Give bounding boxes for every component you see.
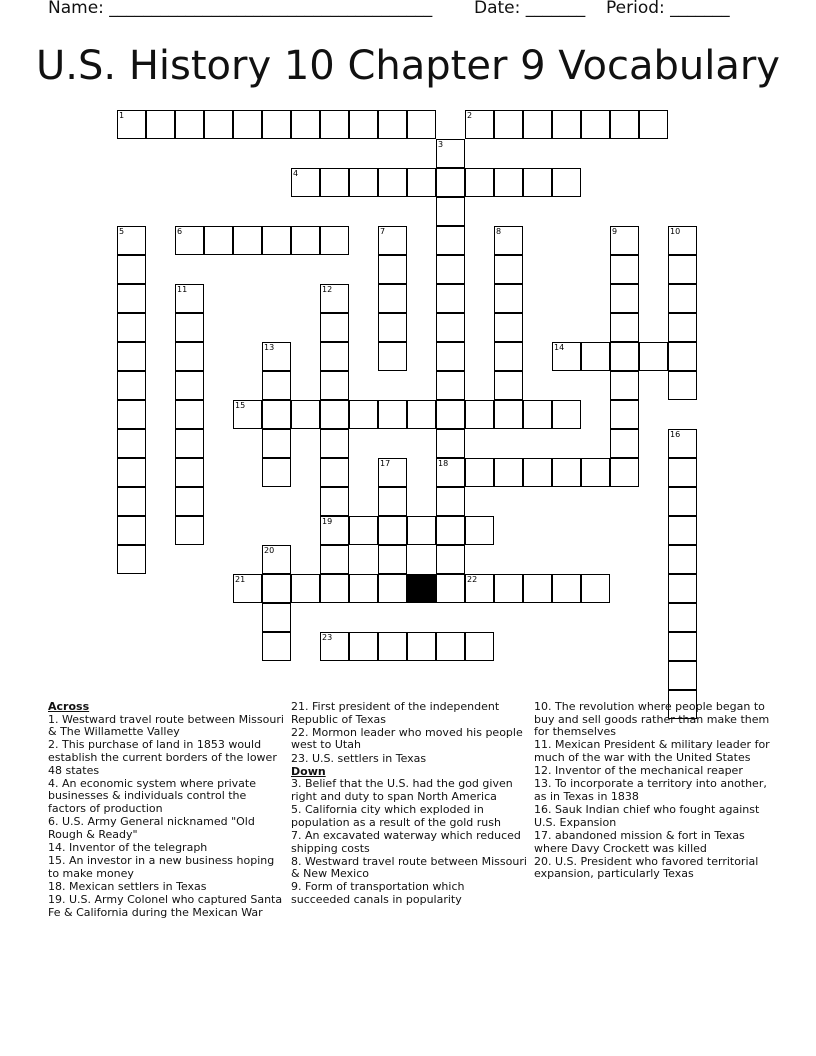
clue-down-10: 10. The revolution where people began to buy and sell goods rather than make them for themselves bbox=[534, 700, 770, 739]
clue-across-21: 21. First president of the independent Republic of Texas bbox=[291, 700, 500, 726]
clue-down-3: 3. Belief that the U.S. had the god given right and duty to span North America bbox=[291, 777, 513, 803]
grid-cell[interactable] bbox=[378, 574, 407, 603]
clue-number-label: 1 bbox=[119, 111, 125, 120]
grid-cell[interactable] bbox=[117, 313, 146, 342]
clue-number-label: 13 bbox=[264, 343, 275, 352]
grid-cell[interactable] bbox=[465, 632, 494, 661]
grid-cell[interactable] bbox=[436, 342, 465, 371]
grid-cell[interactable] bbox=[291, 226, 320, 255]
grid-cell[interactable] bbox=[610, 110, 639, 139]
clue-number-label: 16 bbox=[670, 430, 681, 439]
grid-cell[interactable] bbox=[668, 458, 697, 487]
clue-down-8: 8. Westward travel route between Missouri & New Mexico bbox=[291, 854, 527, 881]
grid-cell[interactable] bbox=[262, 574, 291, 603]
grid-cell[interactable] bbox=[349, 516, 378, 545]
grid-cell[interactable] bbox=[436, 371, 465, 400]
clue-number-label: 18 bbox=[438, 459, 449, 468]
grid-cell[interactable] bbox=[581, 458, 610, 487]
grid-cell[interactable] bbox=[378, 168, 407, 197]
grid-cell[interactable] bbox=[262, 458, 291, 487]
clue-number-label: 4 bbox=[293, 169, 299, 178]
grid-cell[interactable] bbox=[117, 429, 146, 458]
grid-cell[interactable] bbox=[465, 400, 494, 429]
grid-cell[interactable] bbox=[291, 110, 320, 139]
grid-cell[interactable] bbox=[436, 313, 465, 342]
grid-cell[interactable] bbox=[378, 487, 407, 516]
grid-cell[interactable] bbox=[117, 371, 146, 400]
grid-cell[interactable] bbox=[436, 545, 465, 574]
grid-cell[interactable] bbox=[117, 284, 146, 313]
grid-cell[interactable] bbox=[552, 168, 581, 197]
grid-cell[interactable] bbox=[610, 429, 639, 458]
grid-cell[interactable] bbox=[378, 400, 407, 429]
clue-number-label: 8 bbox=[496, 227, 502, 236]
clue-across-6: 6. U.S. Army General nicknamed "Old Rough & Ready" bbox=[48, 815, 255, 841]
grid-cell[interactable] bbox=[494, 255, 523, 284]
grid-cell[interactable] bbox=[436, 632, 465, 661]
clue-number-label: 15 bbox=[235, 401, 246, 410]
clue-across-4: 4. An economic system where private businesses & individuals control the factors of production bbox=[48, 776, 256, 815]
clue-number-label: 22 bbox=[467, 575, 478, 584]
grid-cell[interactable] bbox=[175, 313, 204, 342]
clue-number-label: 2 bbox=[467, 111, 473, 120]
grid-cell[interactable] bbox=[320, 342, 349, 371]
clue-across-19: 19. U.S. Army Colonel who captured Santa Fe & California during the Mexican War bbox=[48, 893, 283, 919]
grid-cell[interactable] bbox=[378, 516, 407, 545]
grid-cell[interactable] bbox=[407, 632, 436, 661]
grid-cell[interactable] bbox=[639, 110, 668, 139]
grid-cell[interactable] bbox=[146, 110, 175, 139]
grid-cell[interactable] bbox=[320, 400, 349, 429]
page-title: U.S. History 10 Chapter 9 Vocabulary bbox=[36, 43, 780, 89]
grid-cell[interactable] bbox=[175, 516, 204, 545]
grid-cell[interactable] bbox=[378, 284, 407, 313]
clue-down-7: 7. An excavated waterway which reduced shipping costs bbox=[291, 828, 521, 855]
clue-across-18: 18. Mexican settlers in Texas bbox=[48, 879, 207, 893]
grid-cell[interactable] bbox=[378, 342, 407, 371]
grid-cell[interactable] bbox=[320, 487, 349, 516]
clue-column-1 bbox=[48, 701, 284, 920]
grid-cell[interactable] bbox=[349, 168, 378, 197]
clue-number-label: 3 bbox=[438, 140, 444, 149]
grid-cell[interactable] bbox=[175, 342, 204, 371]
grid-cell[interactable] bbox=[349, 632, 378, 661]
grid-cell[interactable] bbox=[668, 487, 697, 516]
grid-cell[interactable] bbox=[233, 110, 262, 139]
grid-cell[interactable] bbox=[668, 603, 697, 632]
grid-cell[interactable] bbox=[523, 110, 552, 139]
blocked-cell bbox=[407, 574, 436, 603]
grid-cell[interactable] bbox=[552, 400, 581, 429]
grid-cell[interactable] bbox=[465, 168, 494, 197]
grid-cell[interactable] bbox=[668, 342, 697, 371]
grid-cell[interactable] bbox=[494, 313, 523, 342]
grid-cell[interactable] bbox=[494, 400, 523, 429]
grid-cell[interactable] bbox=[523, 458, 552, 487]
grid-cell[interactable] bbox=[552, 110, 581, 139]
grid-cell[interactable] bbox=[175, 110, 204, 139]
clue-number-label: 21 bbox=[235, 575, 246, 584]
clue-down-12: 12. Inventor of the mechanical reaper bbox=[534, 764, 743, 778]
grid-cell[interactable] bbox=[407, 400, 436, 429]
grid-cell[interactable] bbox=[204, 226, 233, 255]
grid-cell[interactable] bbox=[175, 458, 204, 487]
clue-down-13: 13. To incorporate a territory into another, as in Texas in 1838 bbox=[534, 777, 767, 803]
grid-cell[interactable] bbox=[668, 574, 697, 603]
clue-across-23: 23. U.S. settlers in Texas bbox=[291, 751, 427, 765]
grid-cell[interactable] bbox=[494, 371, 523, 400]
clue-down-20: 20. U.S. President who favored territorial expansion, particularly Texas bbox=[534, 854, 759, 881]
grid-cell[interactable] bbox=[233, 226, 262, 255]
grid-cell[interactable] bbox=[407, 168, 436, 197]
grid-cell[interactable] bbox=[610, 458, 639, 487]
clue-number-label: 11 bbox=[177, 285, 188, 294]
clue-number-label: 10 bbox=[670, 227, 681, 236]
grid-cell[interactable] bbox=[117, 516, 146, 545]
grid-cell[interactable] bbox=[494, 342, 523, 371]
grid-cell[interactable] bbox=[262, 603, 291, 632]
clue-across-15: 15. An investor in a new business hoping to make money bbox=[48, 854, 275, 880]
grid-cell[interactable] bbox=[668, 313, 697, 342]
grid-cell[interactable] bbox=[610, 342, 639, 371]
grid-cell[interactable] bbox=[349, 110, 378, 139]
grid-cell[interactable] bbox=[465, 458, 494, 487]
grid-cell[interactable] bbox=[117, 400, 146, 429]
grid-cell[interactable] bbox=[436, 574, 465, 603]
grid-cell[interactable] bbox=[117, 545, 146, 574]
grid-cell[interactable] bbox=[668, 661, 697, 690]
period-line[interactable]: Period: _______ bbox=[606, 0, 730, 18]
clue-number-label: 23 bbox=[322, 633, 333, 642]
grid-cell[interactable] bbox=[262, 110, 291, 139]
clue-across-1: 1. Westward travel route between Missouri & The Willamette Valley bbox=[48, 712, 284, 739]
grid-cell[interactable] bbox=[175, 371, 204, 400]
grid-cell[interactable] bbox=[668, 545, 697, 574]
grid-cell[interactable] bbox=[407, 516, 436, 545]
grid-cell[interactable] bbox=[668, 516, 697, 545]
grid-cell[interactable] bbox=[494, 110, 523, 139]
grid-cell[interactable] bbox=[610, 371, 639, 400]
grid-cell[interactable] bbox=[436, 400, 465, 429]
date-line[interactable]: Date: _______ bbox=[474, 0, 586, 18]
grid-cell[interactable] bbox=[436, 284, 465, 313]
grid-cell[interactable] bbox=[610, 400, 639, 429]
grid-cell[interactable] bbox=[262, 429, 291, 458]
grid-cell[interactable] bbox=[610, 255, 639, 284]
grid-cell[interactable] bbox=[320, 110, 349, 139]
grid-cell[interactable] bbox=[349, 574, 378, 603]
grid-cell[interactable] bbox=[436, 255, 465, 284]
grid-cell[interactable] bbox=[320, 429, 349, 458]
grid-cell[interactable] bbox=[494, 458, 523, 487]
grid-cell[interactable] bbox=[552, 574, 581, 603]
grid-cell[interactable] bbox=[262, 371, 291, 400]
grid-cell[interactable] bbox=[494, 284, 523, 313]
grid-cell[interactable] bbox=[523, 400, 552, 429]
grid-cell[interactable] bbox=[407, 110, 436, 139]
clue-number-label: 14 bbox=[554, 343, 565, 352]
grid-cell[interactable] bbox=[262, 400, 291, 429]
grid-cell[interactable] bbox=[668, 371, 697, 400]
clue-number-label: 7 bbox=[380, 227, 386, 236]
grid-cell[interactable] bbox=[610, 313, 639, 342]
name-line[interactable]: Name: ______________________________________ bbox=[48, 0, 433, 18]
grid-cell[interactable] bbox=[117, 255, 146, 284]
clue-number-label: 5 bbox=[119, 227, 125, 236]
grid-cell[interactable] bbox=[320, 545, 349, 574]
grid-cell[interactable] bbox=[494, 168, 523, 197]
grid-cell[interactable] bbox=[320, 168, 349, 197]
grid-cell[interactable] bbox=[523, 574, 552, 603]
grid-cell[interactable] bbox=[320, 574, 349, 603]
clue-number-label: 12 bbox=[322, 285, 333, 294]
grid-cell[interactable] bbox=[552, 458, 581, 487]
down-heading: Down bbox=[291, 764, 326, 778]
grid-cell[interactable] bbox=[668, 255, 697, 284]
grid-cell[interactable] bbox=[668, 632, 697, 661]
grid-cell[interactable] bbox=[175, 487, 204, 516]
grid-cell[interactable] bbox=[436, 197, 465, 226]
grid-cell[interactable] bbox=[436, 487, 465, 516]
grid-cell[interactable] bbox=[117, 458, 146, 487]
clue-number-label: 9 bbox=[612, 227, 618, 236]
grid-cell[interactable] bbox=[320, 313, 349, 342]
grid-cell[interactable] bbox=[175, 429, 204, 458]
grid-cell[interactable] bbox=[320, 458, 349, 487]
grid-cell[interactable] bbox=[668, 284, 697, 313]
clue-down-11: 11. Mexican President & military leader for much of the war with the United States bbox=[534, 738, 770, 764]
grid-cell[interactable] bbox=[436, 429, 465, 458]
grid-cell[interactable] bbox=[175, 400, 204, 429]
grid-cell[interactable] bbox=[436, 516, 465, 545]
grid-cell[interactable] bbox=[349, 400, 378, 429]
clue-across-2: 2. This purchase of land in 1853 would establish the current borders of the lower 48 states bbox=[48, 738, 277, 777]
clue-down-17: 17. abandoned mission & fort in Texas where Davy Crockett was killed bbox=[534, 828, 745, 855]
across-heading: Across bbox=[48, 700, 90, 713]
clue-column-3 bbox=[534, 701, 770, 881]
grid-cell[interactable] bbox=[204, 110, 233, 139]
grid-cell[interactable] bbox=[320, 371, 349, 400]
grid-cell[interactable] bbox=[378, 545, 407, 574]
clue-number-label: 17 bbox=[380, 459, 391, 468]
grid-cell[interactable] bbox=[465, 516, 494, 545]
grid-cell[interactable] bbox=[378, 313, 407, 342]
clue-number-label: 19 bbox=[322, 517, 333, 526]
grid-cell[interactable] bbox=[494, 574, 523, 603]
clue-across-14: 14. Inventor of the telegraph bbox=[48, 840, 208, 854]
clue-across-22: 22. Mormon leader who moved his people west to Utah bbox=[291, 725, 523, 752]
grid-cell[interactable] bbox=[291, 400, 320, 429]
grid-cell[interactable] bbox=[291, 574, 320, 603]
grid-cell[interactable] bbox=[436, 226, 465, 255]
grid-cell[interactable] bbox=[378, 255, 407, 284]
clue-down-9: 9. Form of transportation which succeeded canals in popularity bbox=[291, 880, 465, 907]
clue-column-2 bbox=[291, 701, 527, 907]
grid-cell[interactable] bbox=[117, 342, 146, 371]
grid-cell[interactable] bbox=[581, 342, 610, 371]
grid-cell[interactable] bbox=[262, 632, 291, 661]
grid-cell[interactable] bbox=[581, 574, 610, 603]
grid-cell[interactable] bbox=[378, 632, 407, 661]
clue-down-16: 16. Sauk Indian chief who fought against U.S. Expansion bbox=[534, 803, 760, 829]
clue-number-label: 6 bbox=[177, 227, 183, 236]
clue-number-label: 20 bbox=[264, 546, 275, 555]
clue-down-5: 5. California city which exploded in population as a result of the gold rush bbox=[291, 803, 501, 829]
grid-cell[interactable] bbox=[117, 487, 146, 516]
grid-cell[interactable] bbox=[320, 226, 349, 255]
grid-cell[interactable] bbox=[581, 110, 610, 139]
grid-cell[interactable] bbox=[436, 168, 465, 197]
grid-cell[interactable] bbox=[262, 226, 291, 255]
grid-cell[interactable] bbox=[610, 284, 639, 313]
grid-cell[interactable] bbox=[378, 110, 407, 139]
grid-cell[interactable] bbox=[523, 168, 552, 197]
grid-cell[interactable] bbox=[639, 342, 668, 371]
